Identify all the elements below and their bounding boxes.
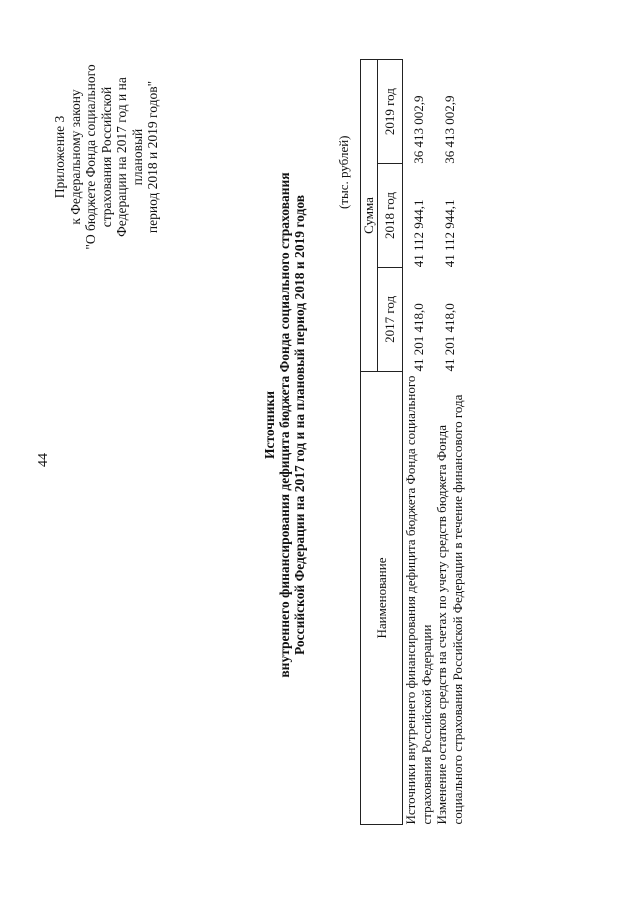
row-value: 41 201 418,0: [441, 303, 457, 372]
row-value: 36 413 002,9: [441, 95, 457, 164]
appendix-header: [52, 37, 161, 277]
column-header-year: 2019 год: [378, 60, 403, 164]
appendix-line: к Федеральному закону: [67, 89, 83, 225]
column-header-name: Наименование: [361, 372, 403, 825]
row-value: 41 112 944,1: [441, 199, 457, 268]
document-title: [262, 125, 307, 725]
table-row: [434, 60, 465, 825]
sources-table: [360, 59, 465, 825]
column-header-sum: Сумма: [361, 60, 378, 372]
appendix-line: Приложение 3: [52, 115, 67, 199]
title-line: Российской Федерации на 2017 год и на плановый период 2018 и 2019 годов: [292, 194, 307, 656]
page-number: 44: [36, 453, 51, 467]
column-header-year: 2017 год: [378, 267, 403, 371]
appendix-line: плановый: [129, 128, 145, 186]
row-name: Источники внутреннего финансирования дефицита бюджета Фонда социального страхования Российской Федерации: [403, 375, 434, 825]
row-name: Изменение остатков средств на счетах по учету средств бюджета Фонда социального страхования Российской Федерации в течение финансового года: [434, 394, 465, 825]
title-line: Источники: [262, 390, 277, 460]
column-header-year: 2018 год: [378, 164, 403, 268]
table-row: [403, 60, 435, 825]
row-value: 41 112 944,1: [410, 199, 426, 268]
appendix-line: страхования Российской: [98, 86, 114, 228]
appendix-line: период 2018 и 2019 годов": [145, 80, 160, 234]
title-line: внутреннего финансирования дефицита бюджета Фонда социального страхования: [277, 172, 292, 678]
appendix-line: Федерации на 2017 год и на: [114, 77, 129, 237]
appendix-line: "О бюджете Фонда социального: [83, 64, 98, 250]
row-value: 41 201 418,0: [410, 303, 426, 372]
row-value: 36 413 002,9: [410, 95, 426, 164]
units-label: (тыс. рублей): [336, 135, 351, 209]
table-header-row: [361, 60, 378, 825]
